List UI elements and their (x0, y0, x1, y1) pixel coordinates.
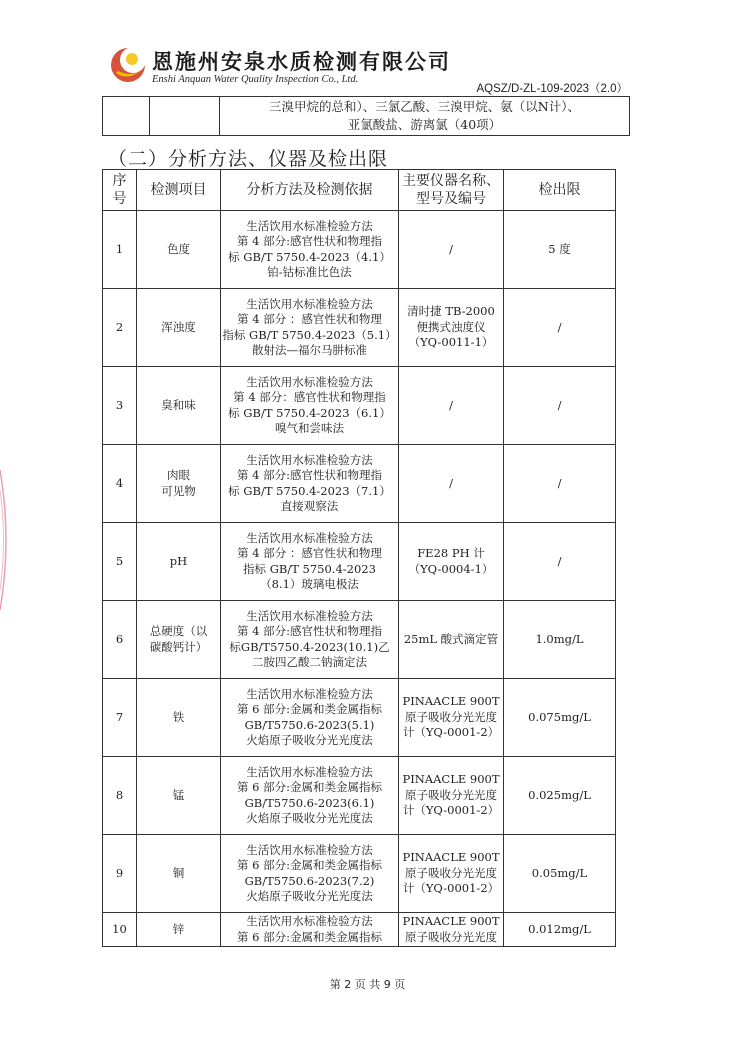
method-line: GB/T5750.6-2023(7.2) (244, 873, 375, 888)
cell-method (221, 367, 399, 445)
method-line: GB/T5750.6-2023(6.1) (244, 795, 375, 810)
method-line: 生活饮用水标准检验方法 (246, 452, 373, 467)
cell-method (221, 211, 399, 289)
cell-item: 臭和味 (137, 367, 221, 445)
method-line: 第 6 部分:金属和类金属指标 (236, 929, 382, 944)
cell-instrument: / (399, 367, 504, 445)
table-row (103, 757, 616, 835)
cell-method (221, 601, 399, 679)
method-line: 生活饮用水标准检验方法 (246, 218, 373, 233)
previous-table-continuation (102, 96, 630, 136)
method-line: 生活饮用水标准检验方法 (246, 686, 373, 701)
method-line: 散射法—福尔马肼标准 (252, 343, 367, 357)
method-line: 生活饮用水标准检验方法 (246, 842, 373, 857)
header-no: 序 号 (103, 170, 137, 211)
cell-no: 10 (103, 913, 137, 947)
method-line: 火焰原子吸收分光光度法 (246, 733, 373, 747)
header-method: 分析方法及检测依据 (221, 170, 399, 211)
method-line: 生活饮用水标准检验方法 (246, 608, 373, 623)
prev-table-content (220, 97, 630, 136)
cell-limit: / (504, 367, 616, 445)
cell-limit: / (504, 289, 616, 367)
cell-instrument: / (399, 445, 504, 523)
method-line: 第 4 部分 ：感官性状和物理 (237, 312, 382, 326)
table-header-row (103, 170, 616, 211)
header-limit: 检出限 (504, 170, 616, 211)
cell-method (221, 835, 399, 913)
method-line: 第 4 部分:感官性状和物理指 (236, 234, 382, 248)
cell-instrument: 清时捷 TB-2000 便携式浊度仪 （YQ-0011-1） (399, 289, 504, 367)
cell-limit: 5 度 (504, 211, 616, 289)
cell-method (221, 445, 399, 523)
cell-method (221, 523, 399, 601)
cell-no: 1 (103, 211, 137, 289)
method-line: 生活饮用水标准检验方法 (246, 530, 373, 545)
method-line: 指标 GB/T 5750.4-2023（5.1） (222, 327, 397, 342)
section-title: （二）分析方法、仪器及检出限 (108, 148, 389, 170)
cell-no: 4 (103, 445, 137, 523)
cell-item: 锰 (137, 757, 221, 835)
cell-limit: 0.075mg/L (504, 679, 616, 757)
method-line: 铂-钴标准比色法 (267, 265, 352, 279)
cell-item: 浑浊度 (137, 289, 221, 367)
cell-method (221, 913, 399, 947)
table-row (103, 367, 616, 445)
prev-table-line: 亚氯酸盐、游离氯（40项） (347, 117, 502, 132)
method-line: 指标 GB/T 5750.4-2023 (243, 561, 376, 576)
document-code: AQSZ/D-ZL-109-2023（2.0） (476, 83, 628, 95)
method-line: GB/T5750.6-2023(5.1) (244, 717, 375, 732)
cell-instrument: FE28 PH 计 （YQ-0004-1） (399, 523, 504, 601)
table-row (103, 601, 616, 679)
header-instrument: 主要仪器名称、 型号及编号 (399, 170, 504, 211)
method-line: 第 4 部分 ：感官性状和物理 (237, 546, 382, 560)
method-line: 标 GB/T 5750.4-2023（4.1） (228, 249, 391, 264)
cell-item: 总硬度（以 碳酸钙计） (137, 601, 221, 679)
method-line: 第 4 部分：感官性状和物理指 (233, 390, 386, 404)
cell-item: pH (137, 523, 221, 601)
method-line: 直接观察法 (280, 499, 339, 513)
cell-instrument: PINAACLE 900T 原子吸收分光光度 计（YQ-0001-2） (399, 679, 504, 757)
prev-table-cell-empty (150, 97, 220, 136)
cell-method (221, 757, 399, 835)
cell-method (221, 679, 399, 757)
page-footer: 第 2 页 共 9 页 (329, 978, 406, 991)
table-row (103, 913, 616, 947)
cell-no: 7 (103, 679, 137, 757)
table-row (103, 445, 616, 523)
cell-no: 2 (103, 289, 137, 367)
method-line: 二胺四乙酸二钠滴定法 (252, 655, 367, 669)
method-line: 第 6 部分:金属和类金属指标 (236, 702, 382, 716)
method-line: 生活饮用水标准检验方法 (246, 914, 373, 928)
method-line: 生活饮用水标准检验方法 (246, 374, 373, 389)
cell-limit: / (504, 445, 616, 523)
cell-method (221, 289, 399, 367)
table-row (103, 211, 616, 289)
cell-item: 色度 (137, 211, 221, 289)
company-logo-icon (108, 45, 148, 85)
cell-instrument: 25mL 酸式滴定管 (399, 601, 504, 679)
cell-instrument: / (399, 211, 504, 289)
page-header (108, 40, 628, 100)
cell-no: 3 (103, 367, 137, 445)
method-line: 第 6 部分:金属和类金属指标 (236, 780, 382, 794)
header-item: 检测项目 (137, 170, 221, 211)
seal-stamp-edge (0, 470, 12, 610)
cell-item: 锌 (137, 913, 221, 947)
cell-no: 8 (103, 757, 137, 835)
method-line: 第 4 部分:感官性状和物理指 (236, 624, 382, 638)
cell-instrument: PINAACLE 900T 原子吸收分光光度 计（YQ-0001-2） (399, 757, 504, 835)
method-line: 生活饮用水标准检验方法 (246, 296, 373, 311)
cell-instrument: PINAACLE 900T 原子吸收分光光度 (399, 913, 504, 947)
cell-no: 6 (103, 601, 137, 679)
cell-limit: / (504, 523, 616, 601)
method-line: 第 4 部分:感官性状和物理指 (236, 468, 382, 482)
method-line: 生活饮用水标准检验方法 (246, 764, 373, 779)
table-row (103, 835, 616, 913)
methods-table (102, 169, 616, 947)
cell-limit: 0.05mg/L (504, 835, 616, 913)
prev-table-line: 三溴甲烷的总和）、三氯乙酸、三溴甲烷、氨（以N计）、 (269, 99, 580, 114)
method-line: （8.1）玻璃电极法 (260, 577, 359, 591)
company-name-cn: 恩施州安泉水质检测有限公司 (152, 50, 451, 74)
cell-instrument: PINAACLE 900T 原子吸收分光光度 计（YQ-0001-2） (399, 835, 504, 913)
company-name-en: Enshi Anquan Water Quality Inspection Co., Ltd. (152, 74, 359, 85)
method-line: 标 GB/T 5750.4-2023（6.1） (228, 405, 391, 420)
prev-table-cell-empty (103, 97, 150, 136)
table-row (103, 289, 616, 367)
cell-no: 9 (103, 835, 137, 913)
method-line: 标 GB/T 5750.4-2023（7.1） (228, 483, 391, 498)
cell-limit: 0.012mg/L (504, 913, 616, 947)
cell-item: 肉眼 可见物 (137, 445, 221, 523)
cell-limit: 1.0mg/L (504, 601, 616, 679)
method-line: 第 6 部分:金属和类金属指标 (236, 858, 382, 872)
cell-item: 铜 (137, 835, 221, 913)
method-line: 嗅气和尝味法 (275, 421, 344, 435)
method-line: 标GB/T5750.4-2023(10.1)乙 (229, 639, 390, 654)
method-line: 火焰原子吸收分光光度法 (246, 811, 373, 825)
method-line: 火焰原子吸收分光光度法 (246, 889, 373, 903)
table-row (103, 523, 616, 601)
cell-item: 铁 (137, 679, 221, 757)
cell-no: 5 (103, 523, 137, 601)
table-row (103, 679, 616, 757)
cell-limit: 0.025mg/L (504, 757, 616, 835)
